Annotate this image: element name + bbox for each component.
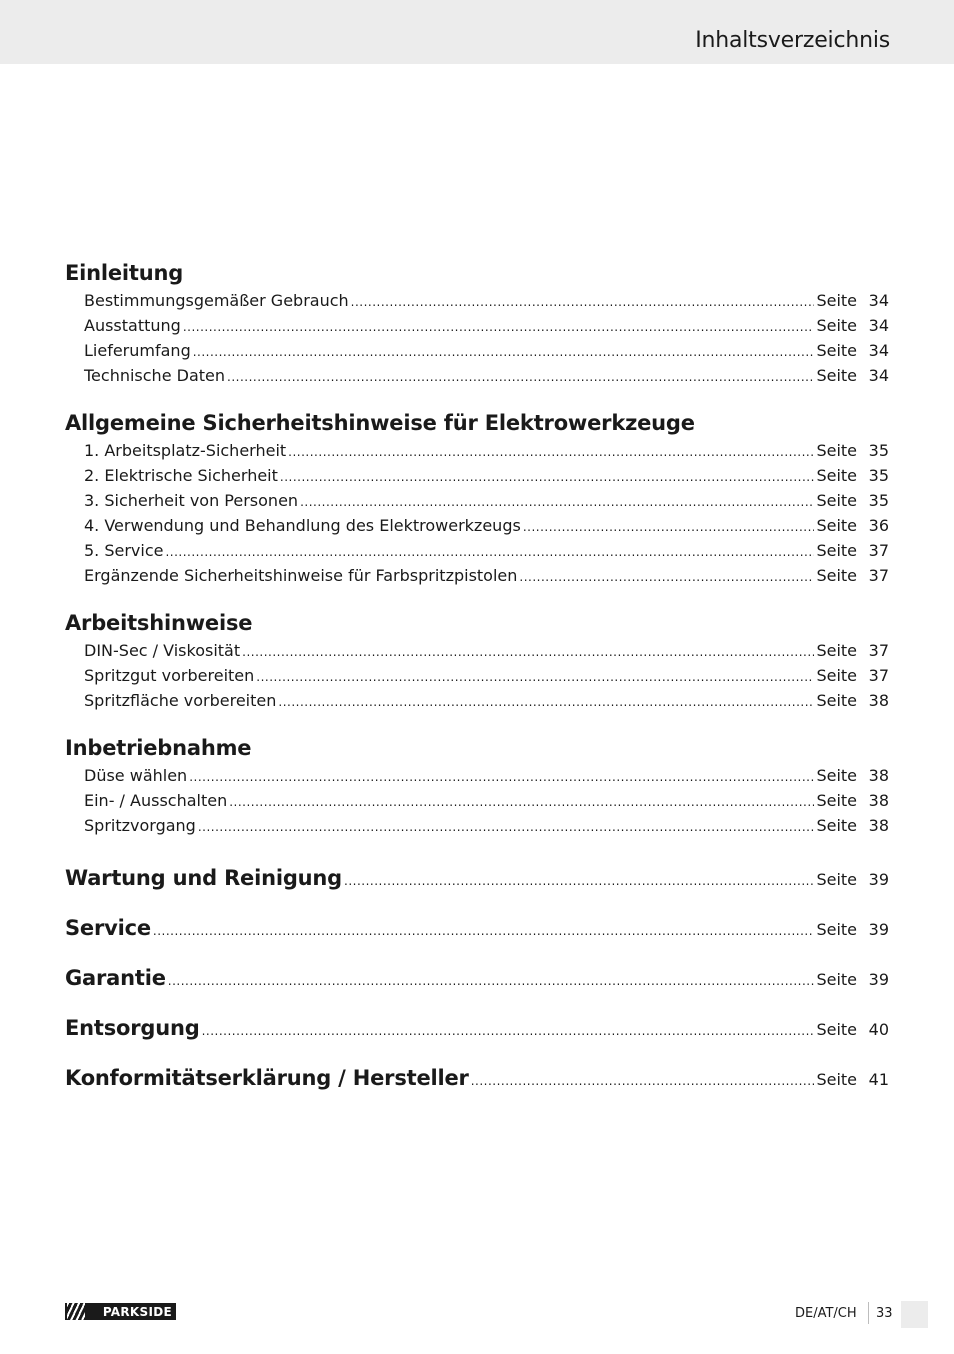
dot-leader — [168, 965, 815, 997]
seite-label: Seite — [816, 316, 857, 335]
toc-section — [65, 733, 889, 838]
header-band — [0, 0, 954, 64]
seite-label: Seite — [816, 791, 857, 810]
toc-entry[interactable] — [84, 438, 889, 463]
seite-label: Seite — [816, 441, 857, 460]
page-reference — [816, 763, 889, 788]
seite-label: Seite — [816, 1020, 857, 1039]
entry-label: Spritzgut vorbereiten — [84, 666, 255, 685]
dot-leader — [523, 515, 815, 540]
page-reference — [816, 313, 889, 338]
page-reference — [816, 864, 889, 896]
seite-label: Seite — [816, 816, 857, 835]
parkside-logo — [65, 1303, 176, 1320]
toc-entry[interactable] — [84, 513, 889, 538]
toc-entry[interactable] — [84, 463, 889, 488]
toc-entry[interactable] — [84, 763, 889, 788]
seite-label: Seite — [816, 691, 857, 710]
toc-section — [65, 408, 889, 588]
toc-entry[interactable] — [84, 638, 889, 663]
toc-entry[interactable] — [84, 488, 889, 513]
page-number: 37 — [868, 566, 889, 585]
page-number: 35 — [868, 441, 889, 460]
page-number: 41 — [868, 1070, 889, 1089]
entry-label: Bestimmungsgemäßer Gebrauch — [84, 291, 349, 310]
page-reference — [816, 438, 889, 463]
page-reference — [816, 964, 889, 996]
dot-leader — [202, 1015, 815, 1047]
entry-heading: Entsorgung — [65, 1016, 200, 1040]
page-number: 38 — [868, 766, 889, 785]
toc-top-entry[interactable] — [65, 962, 889, 994]
dot-leader — [165, 540, 814, 565]
toc-entry[interactable] — [84, 663, 889, 688]
page-reference — [816, 288, 889, 313]
dot-leader — [351, 290, 815, 315]
page-number: 36 — [868, 516, 889, 535]
page-reference — [816, 813, 889, 838]
page-reference — [816, 488, 889, 513]
seite-label: Seite — [816, 491, 857, 510]
seite-label: Seite — [816, 516, 857, 535]
dot-leader — [183, 315, 815, 340]
toc-section — [65, 608, 889, 713]
page-reference — [816, 788, 889, 813]
dot-leader — [193, 340, 815, 365]
entry-label: Lieferumfang — [84, 341, 191, 360]
page-number: 37 — [868, 541, 889, 560]
page-reference — [816, 463, 889, 488]
toc-entry[interactable] — [84, 788, 889, 813]
toc-top-entry[interactable] — [65, 1062, 889, 1094]
dot-leader — [189, 765, 814, 790]
entry-heading: Garantie — [65, 966, 166, 990]
dot-leader — [278, 690, 814, 715]
page-reference — [816, 338, 889, 363]
page-number: 40 — [868, 1020, 889, 1039]
page-number: 34 — [868, 316, 889, 335]
toc-entry[interactable] — [84, 688, 889, 713]
toc-entry[interactable] — [84, 313, 889, 338]
seite-label: Seite — [816, 541, 857, 560]
entry-label: Düse wählen — [84, 766, 188, 785]
entry-label: Spritzfläche vorbereiten — [84, 691, 277, 710]
entry-heading: Konformitätserklärung / Hersteller — [65, 1066, 469, 1090]
page-reference — [816, 914, 889, 946]
page-reference — [816, 688, 889, 713]
table-of-contents — [65, 258, 889, 1112]
entry-label: Technische Daten — [84, 366, 226, 385]
seite-label: Seite — [816, 870, 857, 889]
toc-top-entry[interactable] — [65, 862, 889, 894]
entry-label: Ergänzende Sicherheitshinweise für Farbspritzpistolen — [84, 566, 518, 585]
page-number: 34 — [868, 341, 889, 360]
seite-label: Seite — [816, 641, 857, 660]
page-number: 38 — [868, 691, 889, 710]
toc-top-entry[interactable] — [65, 1012, 889, 1044]
toc-top-entry[interactable] — [65, 912, 889, 944]
page-reference — [816, 563, 889, 588]
seite-label: Seite — [816, 970, 857, 989]
section-heading: Inbetriebnahme — [65, 736, 252, 760]
dot-leader — [256, 665, 814, 690]
dot-leader — [242, 640, 814, 665]
toc-entry[interactable] — [84, 813, 889, 838]
seite-label: Seite — [816, 466, 857, 485]
entry-label: 2. Elektrische Sicherheit — [84, 466, 278, 485]
entry-label: Spritzvorgang — [84, 816, 196, 835]
entry-label: 5. Service — [84, 541, 164, 560]
page-reference — [816, 1064, 889, 1096]
entry-heading: Wartung und Reinigung — [65, 866, 342, 890]
entry-label: Ein- / Ausschalten — [84, 791, 228, 810]
entry-heading: Service — [65, 916, 151, 940]
entry-label: Ausstattung — [84, 316, 181, 335]
entry-label: 1. Arbeitsplatz-Sicherheit — [84, 441, 287, 460]
toc-entry[interactable] — [84, 363, 889, 388]
page-number: 39 — [868, 870, 889, 889]
dot-leader — [227, 365, 814, 390]
entry-label: 4. Verwendung und Behandlung des Elektrowerkzeugs — [84, 516, 521, 535]
section-heading: Arbeitshinweise — [65, 611, 253, 635]
seite-label: Seite — [816, 920, 857, 939]
dot-leader — [300, 490, 814, 515]
footer-corner-box — [901, 1301, 928, 1328]
toc-entry[interactable] — [84, 338, 889, 363]
page-number: 38 — [868, 791, 889, 810]
dot-leader — [519, 565, 814, 590]
page-reference — [816, 638, 889, 663]
section-heading: Allgemeine Sicherheitshinweise für Elektrowerkzeuge — [65, 411, 695, 435]
page-number-footer: 33 — [876, 1306, 893, 1321]
page-number: 35 — [868, 491, 889, 510]
entry-label: DIN-Sec / Viskosität — [84, 641, 241, 660]
seite-label: Seite — [816, 341, 857, 360]
page-reference — [816, 1014, 889, 1046]
toc-entry[interactable] — [84, 288, 889, 313]
toc-entry[interactable] — [84, 538, 889, 563]
page-number: 37 — [868, 641, 889, 660]
entry-label: 3. Sicherheit von Personen — [84, 491, 299, 510]
page-number: 34 — [868, 291, 889, 310]
page-number: 39 — [868, 970, 889, 989]
page-number: 39 — [868, 920, 889, 939]
dot-leader — [288, 440, 814, 465]
dot-leader — [344, 865, 814, 897]
toc-entry[interactable] — [84, 563, 889, 588]
section-heading: Einleitung — [65, 261, 184, 285]
page-reference — [816, 513, 889, 538]
logo-stripes-icon — [67, 1303, 85, 1320]
page-title: Inhaltsverzeichnis — [695, 28, 890, 53]
page-number: 35 — [868, 466, 889, 485]
seite-label: Seite — [816, 366, 857, 385]
seite-label: Seite — [816, 291, 857, 310]
dot-leader — [229, 790, 814, 815]
page-reference — [816, 663, 889, 688]
page-number: 37 — [868, 666, 889, 685]
seite-label: Seite — [816, 766, 857, 785]
dot-leader — [280, 465, 815, 490]
page-reference — [816, 538, 889, 563]
language-code: DE/AT/CH — [795, 1306, 857, 1321]
page-reference — [816, 363, 889, 388]
page-number: 38 — [868, 816, 889, 835]
seite-label: Seite — [816, 566, 857, 585]
seite-label: Seite — [816, 1070, 857, 1089]
brand-name: PARKSIDE — [102, 1304, 172, 1319]
footer-divider — [868, 1302, 869, 1324]
seite-label: Seite — [816, 666, 857, 685]
page-number: 34 — [868, 366, 889, 385]
dot-leader — [153, 915, 815, 947]
dot-leader — [198, 815, 815, 840]
dot-leader — [471, 1065, 815, 1097]
toc-section — [65, 258, 889, 388]
